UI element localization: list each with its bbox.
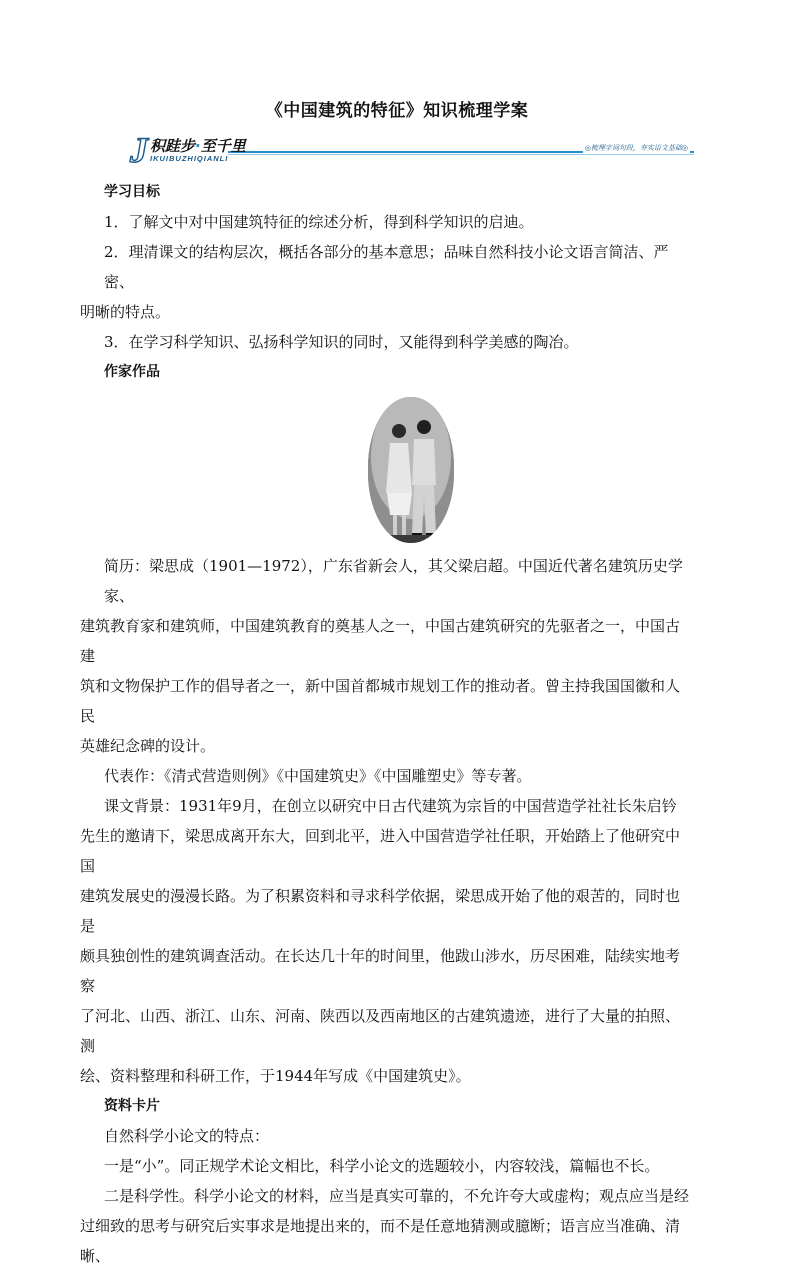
background-line-2: 先生的邀请下，梁思成离开东大，回到北平，进入中国营造学社任职，开始踏上了他研究中国 [80,827,681,875]
card-point-2-line-1: 二是科学性。科学小论文的材料，应当是真实可靠的，不允许夸大或虚构；观点应当是经 [104,1187,690,1205]
goals-heading: 学习目标 [104,184,160,200]
page-title: 《中国建筑的特征》知识梳理学案 [265,101,529,121]
author-photo [368,397,454,543]
author-photo-image [368,397,454,543]
bio-line-2: 建筑教育家和建筑师，中国建筑教育的奠基人之一，中国古建筑研究的先驱者之一，中国古建 [80,617,681,665]
card-heading: 资料卡片 [104,1098,160,1114]
background-line-5: 了河北、山西、浙江、山东、河南、陕西以及西南地区的古建筑遗迹，进行了大量的拍照、测 [80,1007,681,1055]
background-line-1: 课文背景：1931年9月，在创立以研究中日古代建筑为宗旨的中国营造学社社长朱启钤 [104,797,677,815]
banner-rule-thin [228,154,694,155]
banner-subtitle: IKUIBUZHIQIANLI [150,154,229,163]
author-heading: 作家作品 [104,364,160,380]
banner-slogan: ◎梳理字词句段，夯实语文基础◎ [584,144,688,152]
section-banner [128,130,694,170]
card-intro: 自然科学小论文的特点： [104,1127,270,1145]
works-line: 代表作：《清式营造则例》《中国建筑史》《中国雕塑史》等专著。 [104,767,532,785]
bio-line-4: 英雄纪念碑的设计。 [80,737,216,755]
main-content [80,177,694,1271]
card-point-2-line-2: 过细致的思考与研究后实事求是地提出来的，而不是任意地猜测或臆断；语言应当准确、清晰、 [80,1217,681,1265]
card-point-1: 一是“小”。同正规学术论文相比，科学小论文的选题较小，内容较浅，篇幅也不长。 [104,1157,660,1175]
bio-line-1: 简历：梁思成（1901—1972），广东省新会人，其父梁启超。中国近代著名建筑历史学家、 [104,557,683,605]
banner-main-part1: 积跬步 [150,137,196,155]
photo-area [104,393,694,545]
goal-3: 3．在学习科学知识、弘扬科学知识的同时，又能得到科学美感的陶冶。 [104,333,579,351]
banner-main-part2: 至千里 [200,137,246,155]
banner-main-text [150,135,246,156]
banner-dot: · [195,137,201,155]
banner-logo-letter: J [130,130,148,170]
goal-2-line-1: 2．理清课文的结构层次，概括各部分的基本意思；品味自然科技小论文语言简洁、严密、 [104,243,669,291]
bio-line-3: 筑和文物保护工作的倡导者之一，新中国首都城市规划工作的推动者。曾主持我国国徽和人民 [80,677,681,725]
background-line-4: 颇具独创性的建筑调查活动。在长达几十年的时间里，他跋山涉水，历尽困难，陆续实地考察 [80,947,681,995]
background-line-6: 绘、资料整理和科研工作，于1944年写成《中国建筑史》。 [80,1067,471,1085]
background-line-3: 建筑发展史的漫漫长路。为了积累资料和寻求科学依据，梁思成开始了他的艰苦的，同时也是 [80,887,681,935]
goal-1: 1．了解文中对中国建筑特征的综述分析，得到科学知识的启迪。 [104,213,534,231]
goal-2-line-2: 明晰的特点。 [80,303,171,321]
